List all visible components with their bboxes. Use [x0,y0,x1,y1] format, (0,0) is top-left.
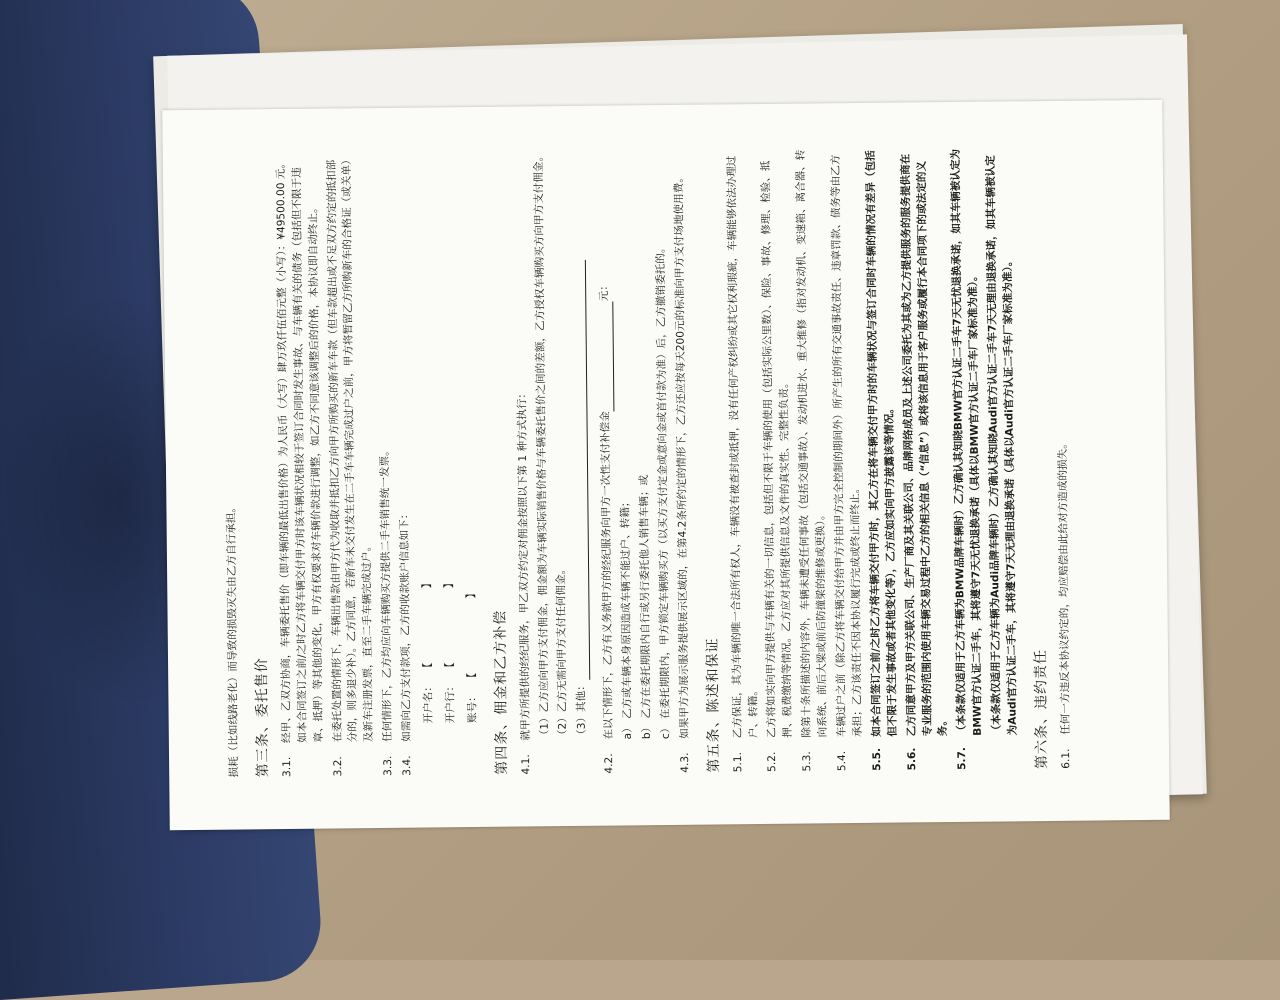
clause-4-2-b: b） 乙方在委托期限内自行或另行委托他人销售车辆；或 [638,474,653,740]
clause-5-2: 5.2. 乙方将如实向甲方提供与车辆有关的一切信息，包括但不限于车辆的使用（包括实际公里数）、保险、事故、修理、检验、抵押、税费缴纳等情况。乙方应对其所提供信息及文件的真实性、完整性负责。 [760,160,795,772]
clause-4-2-c: c） 在委托期限内，甲方锁定车辆购买方（以买方支付定金或意向金或首付款为准）后，乙方撤销委托的。 [654,242,672,740]
clause-3-2: 3.2. 在委托处置的情形下，车辆出售款由甲方代为收取并抵扣乙方向甲方所购买的新车车款（但车款超出或不足双方约定的抵扣部分的，则多退少补）。乙方同意，若新车未交付发生在二手车车辆完成过户之前，甲方将暂留乙方所购新车的合格证（或关单）及新车注册发票，直至二手车辆完成过户。 [325,154,376,777]
clause-5-5: 5.5. 如本合同签订之前/之时乙方将车辆交付甲方时，其乙方在将车辆交付甲方时的车辆状况与签订合同时车辆的情况有差异（包括但不限于发生事故或者其他变化等），乙方应如实向甲方披露该等情况。 [864,150,899,771]
clause-4-1: 4.1. 就甲方所提供的经纪服务，甲乙双方约定对佣金按照以下第 1 种方式执行： [515,387,532,775]
clause-4-1-option2: （2）乙方无需向甲方支付任何佣金。 [555,563,570,741]
clause-5-7-bmw: 5.7. （本条款仅适用于乙方车辆为BMW品牌车辆时）乙方确认其知晓BMW官方认证二手车7天无忧退换承诺，如其车辆被认定为BMW官方认证二手车，其将遵守7天无忧退换承诺（具体以BMW官方认证二手车厂家标准为准）。 [949,148,985,770]
clause-6-1: 6.1. 任何一方违反本协议约定的，均应赔偿由此给对方造成的损失。 [1056,438,1073,769]
clause-5-6: 5.6. 乙方同意甲方及甲方关联公司、生产厂商及其关联公司、品牌网络成员及上述公司委托为其或为乙方提供服务的服务提供商在专业服务的范围内使用车辆交易过程中乙方的相关信息（“信息”）或将该信息用于客户服务或履行本合同项下的或法定的义务。 [899,153,950,771]
account-number-row: 账号： 【 】 [465,587,479,724]
section6-title: 第六条、违约责任 [1032,649,1051,770]
clause-3-1: 3.1. 经甲、乙双方协商，车辆委托售价（即车辆的最低出售价格）为人民币（大写）肆万玖仟伍佰元整（小写）：¥49500.00 元。如本合同签订之前/之时乙方将车辆交付甲方时该车辆状况相较于签订合同时发生事故、与车辆有关的债务（包括但不限于违章、抵押）等其他的变化，甲方有权要求对车辆价款进行调整，如乙方不同意该调整后的价格，本协议即自动终止。 [274,157,325,778]
clause-3-4: 3.4. 如需向乙方支付款项，乙方的收款账户信息如下： [398,508,414,776]
clause-4-1-option1: （1）乙方应向甲方支付佣金，佣金额为车辆实际销售价格与车辆委托售价之间的差额，乙方授权车辆购买方向甲方支付佣金。 [532,150,551,741]
clause-4-2-a: a） 乙方或车辆本身原因造成车辆不能过户、转籍； [619,496,635,740]
top-line: 损耗（比如线路老化）而导致的损毁灭失由乙方自行承担。 [225,502,241,778]
clause-4-2: 4.2. 在以下情形下，乙方有义务就甲方的经纪服务向甲方一次性支付补偿金元： [598,279,616,774]
section3-title: 第三条、委托售价 [253,657,272,778]
clause-4-1-option3: （3）其他： [569,150,591,774]
section4-title: 第四条、佣金和乙方补偿 [492,609,510,775]
clause-5-3: 5.3. 除第十条所描述的内容外，车辆未遭受任何事故（包括交通事故）、发动机进水、重大维修（指对发动机、变速箱、离合器、转向系统、前后大梁或前后防撞梁的维修或更换）。 [794,149,830,772]
clause-5-7-audi: （本条款仅适用于乙方车辆为Audi品牌车辆时）乙方确认其知晓Audi官方认证二手车7天无理由退换承诺，如其车辆被认定为Audi官方认证二手车，其将遵守7天无理由退换承诺（具体以Audi官方认证二手车厂家标准为准）。 [984,155,1019,736]
account-bank-row: 开户行： 【 】 [443,577,457,724]
clause-4-3: 4.3. 如果甲方为展示服务提供展示区域的，在第4.2条所约定的情形下，乙方还应按每天200元的标准向甲方支付场地使用费。 [672,172,692,773]
contract-page [162,100,1169,830]
clause-3-3: 3.3. 任何情形下，乙方均应向车辆购买方提供二手车销售统一发票。 [379,445,395,776]
clause-5-1: 5.1. 乙方保证，其为车辆的唯一合法所有权人，车辆没有被查封或抵押，没有任何产权纠纷或其它权利瑕疵，车辆能够依法办理过户、转籍。 [725,155,760,773]
section5-title: 第五条、陈述和保证 [704,637,722,773]
account-name-row: 开户名： 【 】 [421,577,435,724]
clause-5-4: 5.4. 车辆过户之前（除乙方将车辆交付给甲方并由甲方完全控制的期间外）所产生的所有交通事故责任、违章罚款、债务等由乙方承担；乙方该责任不因本协议履行完成或终止而终止。 [829,154,864,772]
